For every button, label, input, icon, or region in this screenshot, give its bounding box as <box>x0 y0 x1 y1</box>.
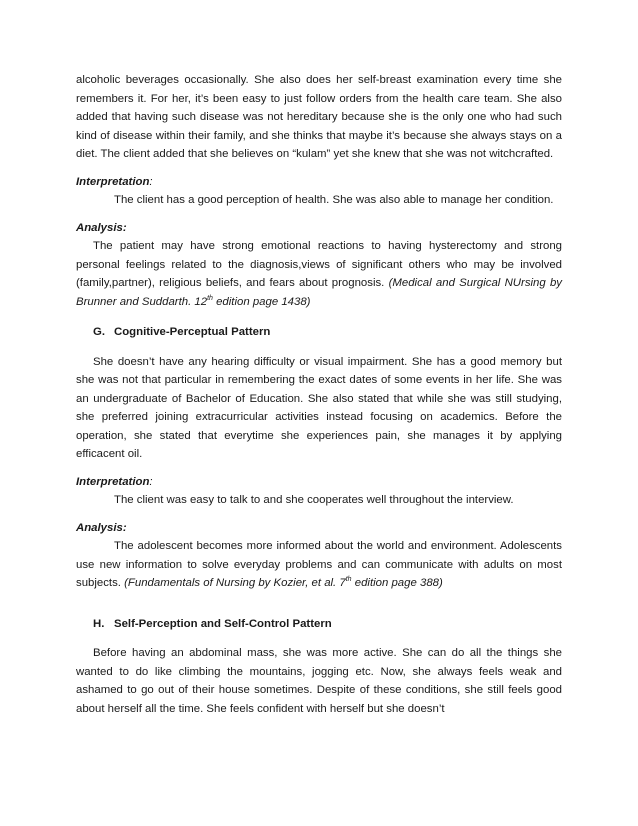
section-title: Cognitive-Perceptual Pattern <box>114 326 271 338</box>
interpretation-label <box>76 473 562 492</box>
interpretation-label-text: Interpretation <box>76 475 150 488</box>
citation-post: edition page 388) <box>351 577 443 589</box>
analysis-body: The adolescent becomes more informed about the world and environment. Adolescents use new information to solve everyday problems and can communicate with adults on most subjects. <box>76 540 562 589</box>
section-heading-h <box>93 615 562 634</box>
interpretation-text: The client was easy to talk to and she cooperates well throughout the interview. <box>114 494 514 506</box>
interpretation-colon: : <box>149 175 153 188</box>
interpretation-label <box>76 173 562 192</box>
interpretation-text: The client has a good perception of health. She was also able to manage her condition. <box>114 194 554 206</box>
analysis-label: Analysis: <box>76 521 127 534</box>
citation-post: edition page 1438) <box>212 295 311 308</box>
cognitive-paragraph: She doesn’t have any hearing difficulty or visual impairment. She has a good memory but she was not that particular in remembering the exact dates of some events in her life. She was an undergraduate of Bachelor of Education. She also stated that while she was still studying, she preferred joining extracurricular activities instead focusing on academics. Before the operation, she stated that everytime she experiences pain, she manages it by applying efficacent oil. <box>76 355 562 460</box>
citation-pre: (Fundamentals of Nursing by Kozier, et al. 7 <box>124 577 346 589</box>
section-title: Self-Perception and Self-Control Pattern <box>114 617 332 630</box>
interpretation-label-text: Interpretation <box>76 175 150 188</box>
analysis-body: The patient may have strong emotional reactions to having hysterectomy and strong personal feelings related to the diagnosis,views of significant others who may be involved (family,partner), religious beliefs, and fears about prognosis. <box>76 240 562 289</box>
interpretation-colon: : <box>149 475 153 488</box>
analysis-citation <box>124 577 443 589</box>
self-perception-paragraph: Before having an abdominal mass, she was more active. She can do all the things she wanted to do like climbing the mountains, jogging etc. Now, she always feels weak and ashamed to go out of their house sometimes. Despite of these conditions, she still feels good about herself all the time. She feels confident with herself but she doesn’t <box>76 647 562 715</box>
intro-paragraph: alcoholic beverages occasionally. She also does her self-breast examination every time she remembers it. For her, it’s been easy to just follow orders from the health care team. She also added that having such disease was not hereditary because she is the only one who had such kind of disease within their family, and she thinks that maybe it’s because she always stays on a diet. The client added that she believes on “kulam” yet she knew that she was not witchcrafted. <box>76 74 562 160</box>
citation-pre: (Medical and Surgical NUrsing by Brunner and Suddarth. 12 <box>76 277 563 308</box>
section-letter: H. <box>93 617 105 630</box>
section-heading-g <box>93 323 562 342</box>
analysis-label: Analysis: <box>76 221 127 234</box>
citation-sup: th <box>345 576 352 584</box>
citation-sup: th <box>207 294 213 302</box>
analysis-text <box>76 537 562 593</box>
analysis-text <box>76 237 562 311</box>
section-letter: G. <box>93 326 106 338</box>
